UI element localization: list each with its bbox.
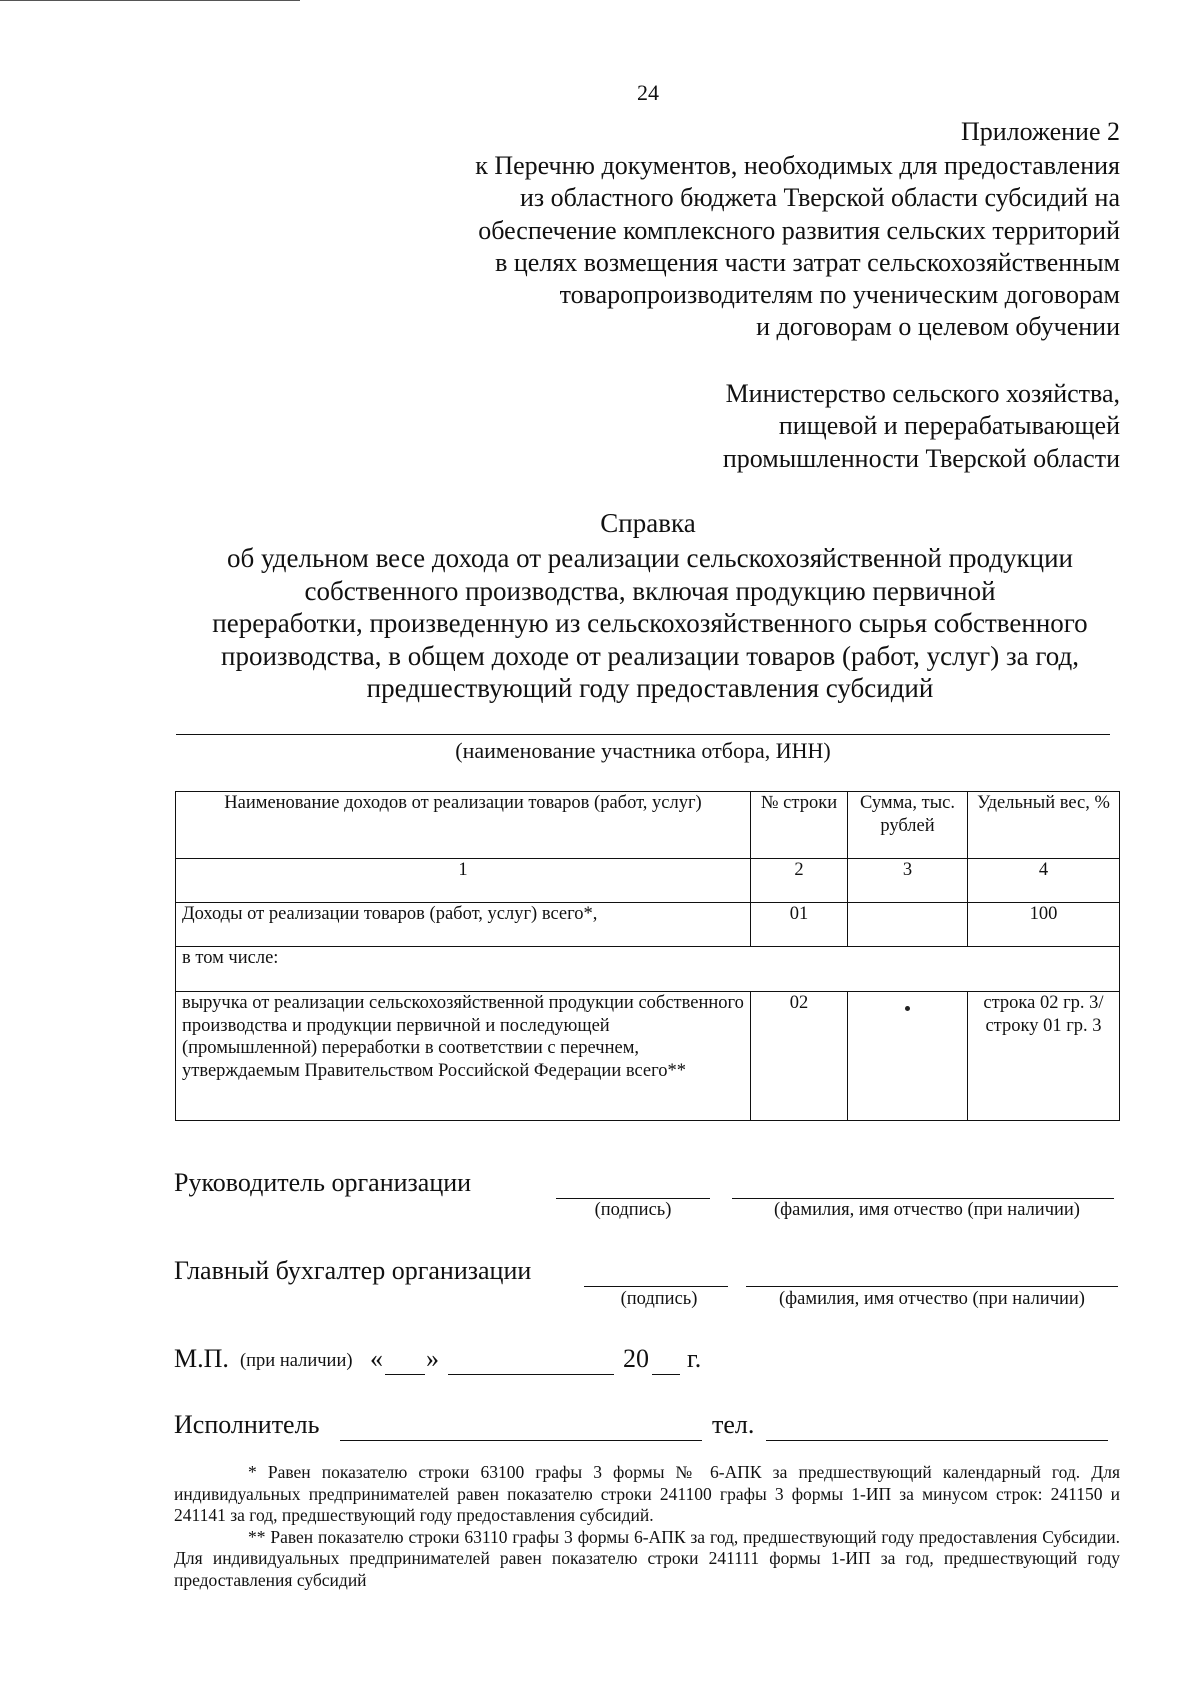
stamp-label: М.П. (174, 1344, 229, 1373)
total-income-sum[interactable] (848, 903, 968, 947)
year-prefix: 20 (623, 1344, 649, 1373)
document-subject (150, 542, 1150, 705)
agri-income-code: 02 (751, 992, 848, 1121)
appendix-line: товаропроизводителям по ученическим договорам (559, 280, 1120, 310)
total-income-share: 100 (968, 903, 1120, 947)
subject-line: производства, в общем доходе от реализации товаров (работ, услуг) за год, (221, 640, 1079, 671)
header-row-number: № строки (751, 792, 848, 859)
ministry-addressee (560, 378, 1120, 475)
subject-line: предшествующий году предоставления субсидий (366, 673, 934, 704)
phone-label: тел. (712, 1410, 755, 1439)
total-income-code: 01 (751, 903, 848, 947)
executor-label: Исполнитель (174, 1410, 320, 1439)
head-signature-field[interactable] (556, 1198, 710, 1199)
executor-field[interactable] (340, 1440, 702, 1441)
stamp-note: (при наличии) (240, 1351, 353, 1371)
income-table (175, 791, 1120, 1121)
table-header-row (176, 792, 1120, 859)
total-income-name: Доходы от реализации товаров (работ, услуг) всего*, (176, 903, 751, 947)
date-day-field[interactable] (385, 1374, 425, 1375)
subject-line: собственного производства, включая продукцию первичной (304, 575, 996, 606)
appendix-line: к Перечню документов, необходимых для предоставления (475, 151, 1120, 180)
header-income-name: Наименование доходов от реализации товаров (работ, услуг) (176, 792, 751, 859)
including-label: в том числе: (176, 947, 1120, 992)
document-title: Справка (600, 508, 696, 538)
column-number: 1 (176, 859, 751, 903)
appendix-reference (360, 150, 1120, 344)
agri-income-share: строка 02 гр. 3/ строку 01 гр. 3 (968, 992, 1120, 1121)
subject-line: об удельном весе дохода от реализации сельскохозяйственной продукции (227, 543, 1073, 573)
column-number: 3 (848, 859, 968, 903)
column-number: 4 (968, 859, 1120, 903)
footnote-1: * Равен показателю строки 63100 графы 3 формы № 6-АПК за предшествующий календарный год. Для индивидуальных предпринимателей равен показателю строки 241100 графы 3 формы 1-ИП за минусом строк: 241150 и 241141 за год, предшествующий году предоставления субсидий. (174, 1462, 1120, 1526)
ministry-line: промышленности Тверской области (722, 443, 1120, 473)
head-name-field[interactable] (732, 1198, 1114, 1199)
agri-income-sum[interactable] (848, 992, 968, 1121)
subject-line: переработки, произведенную из сельскохозяйственного сырья собственного (212, 608, 1088, 639)
participant-name-field[interactable] (176, 734, 1110, 735)
date-open-quote: « (370, 1344, 383, 1373)
accountant-signature-field[interactable] (584, 1286, 728, 1287)
appendix-line: в целях возмещения части затрат сельскохозяйственным (495, 247, 1120, 277)
ministry-line: Министерство сельского хозяйства, (725, 379, 1120, 408)
scan-edge-line (0, 0, 300, 1)
page-number: 24 (637, 80, 659, 105)
head-label: Руководитель организации (174, 1168, 472, 1197)
header-sum: Сумма, тыс. рублей (848, 792, 968, 859)
participant-caption: (наименование участника отбора, ИНН) (455, 738, 831, 763)
footnote-2: ** Равен показателю строки 63110 графы 3 формы 6-АПК за год, предшествующий году предоставления Субсидии. Для индивидуальных предпринимателей равен показателю строки 241111 формы 1-ИП за год, предшествующий году предоставления субсидий (174, 1526, 1120, 1590)
date-close-quote: » (426, 1344, 439, 1373)
table-row-including (176, 947, 1120, 992)
scan-dot-mark (905, 1006, 910, 1011)
appendix-line: обеспечение комплексного развития сельских территорий (478, 215, 1120, 245)
accountant-label: Главный бухгалтер организации (174, 1256, 532, 1285)
table-row-total (176, 903, 1120, 947)
date-month-field[interactable] (448, 1374, 614, 1375)
appendix-title: Приложение 2 (960, 117, 1120, 146)
agri-income-name: выручка от реализации сельскохозяйственной продукции собственного производства и продукции первичной и последующей (промышленной) переработки в соответствии с перечнем, утверждаемым Правительством Российской Федерации всего** (176, 992, 751, 1121)
head-signature-caption: (подпись) (594, 1200, 672, 1220)
accountant-name-field[interactable] (746, 1286, 1118, 1287)
accountant-signature-caption: (подпись) (620, 1289, 698, 1309)
phone-field[interactable] (766, 1440, 1108, 1441)
ministry-line: пищевой и перерабатывающей (778, 411, 1120, 441)
column-number-row (176, 859, 1120, 903)
header-share: Удельный вес, % (968, 792, 1120, 859)
table-row-agri (176, 992, 1120, 1121)
year-suffix: г. (687, 1344, 702, 1373)
appendix-line: и договорам о целевом обучении (756, 312, 1120, 342)
accountant-name-caption: (фамилия, имя отчество (при наличии) (779, 1289, 1085, 1309)
appendix-line: из областного бюджета Тверской области субсидий на (519, 183, 1120, 213)
column-number: 2 (751, 859, 848, 903)
footnotes (174, 1462, 1120, 1592)
head-name-caption: (фамилия, имя отчество (при наличии) (774, 1200, 1080, 1220)
date-year-field[interactable] (652, 1374, 680, 1375)
